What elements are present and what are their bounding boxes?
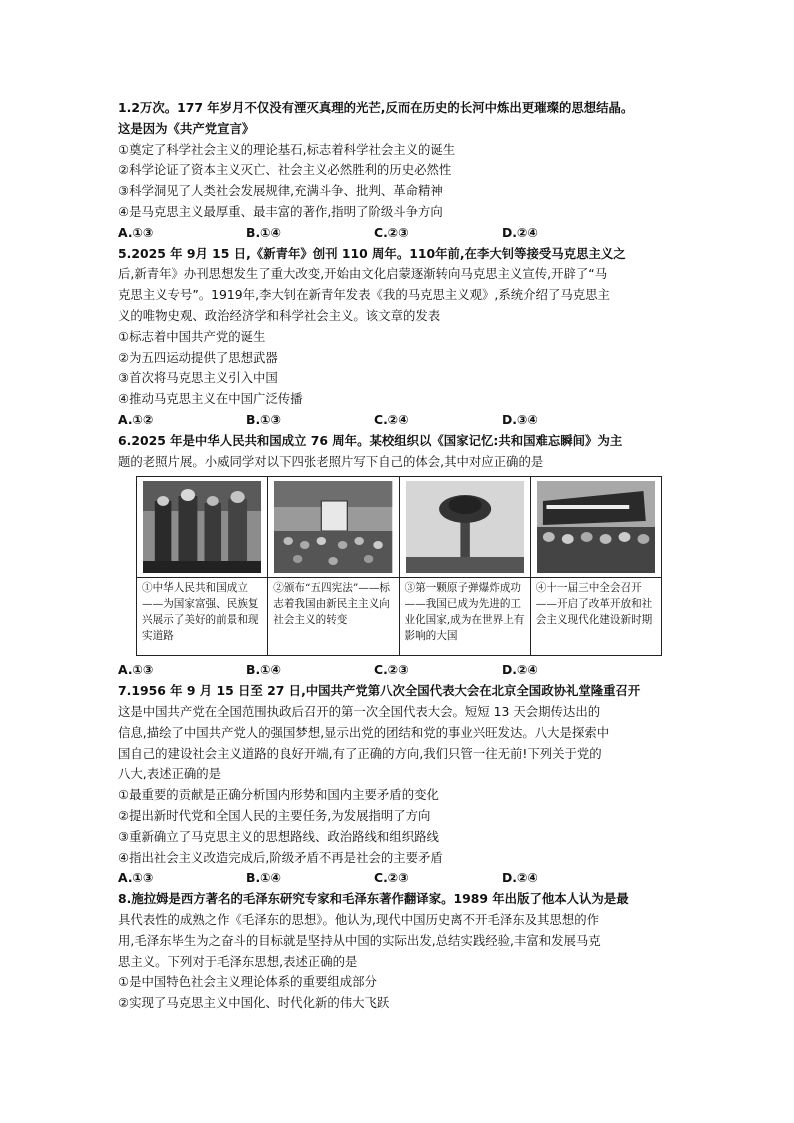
answer-options xyxy=(118,660,686,681)
option-b: B.①④ xyxy=(246,662,282,678)
question-6 xyxy=(118,431,686,681)
question-text: 这是中国共产党在全国范围执政后召开的第一次全国代表大会。短短 13 天会期传达出的 xyxy=(118,703,601,719)
question-text: 信息,描绘了中国共产党人的强国梦想,显示出党的团结和党的事业兴旺发达。八大是探索中 xyxy=(118,724,610,740)
question-5 xyxy=(118,244,686,431)
answer-options xyxy=(118,223,686,244)
answer-options xyxy=(118,410,686,431)
statement-4: ④指出社会主义改造完成后,阶级矛盾不再是社会的主要矛盾 xyxy=(118,849,443,865)
question-8 xyxy=(118,889,686,1014)
statement-1: ①最重要的贡献是正确分析国内形势和国内主要矛盾的变化 xyxy=(118,787,439,803)
option-a: A.①③ xyxy=(118,224,154,240)
statement-2: ②科学论证了资本主义灭亡、社会主义必然胜利的历史必然性 xyxy=(118,162,452,178)
question-text: 思主义。下列对于毛泽东思想,表述正确的是 xyxy=(118,953,358,969)
option-c: C.②③ xyxy=(374,224,409,240)
question-text: 后,新青年》办刊思想发生了重大改变,开始由文化启蒙逐渐转向马克思主义宣传,开辟了“马 xyxy=(118,266,608,282)
question-7 xyxy=(118,681,686,889)
option-a: A.①② xyxy=(118,411,154,427)
option-d: D.②④ xyxy=(502,224,538,240)
photo-caption-2: ②颁布“五四宪法”——标志着我国由新民主主义向社会主义的转变 xyxy=(268,577,398,631)
question-text: 7.1956 年 9 月 15 日至 27 日,中国共产党第八次全国代表大会在北京全国政协礼堂隆重召开 xyxy=(118,683,641,699)
question-text: 这是因为《共产党宣言》 xyxy=(118,120,255,136)
photo-cell-1 xyxy=(137,477,267,655)
question-text: 题的老照片展。小威同学对以下四张老照片写下自己的体会,其中对应正确的是 xyxy=(118,453,544,469)
question-text: 克思主义专号”。1919年,李大钊在新青年发表《我的马克思主义观》,系统介绍了马克思主 xyxy=(118,287,610,303)
question-text: 5.2025 年 9月 15 日,《新青年》创刊 110 周年。110年前,在李大钊等接受马克思主义之 xyxy=(118,245,626,261)
photo-cell-2 xyxy=(267,477,398,655)
statement-3: ③首次将马克思主义引入中国 xyxy=(118,370,278,386)
exam-page xyxy=(118,98,686,1014)
question-text: 具代表性的成熟之作《毛泽东的思想》。他认为,现代中国历史离不开毛泽东及其思想的作 xyxy=(118,911,599,927)
statement-4: ④推动马克思主义在中国广泛传播 xyxy=(118,391,303,407)
option-d: D.②④ xyxy=(502,662,538,678)
statement-4: ④是马克思主义最厚重、最丰富的著作,指明了阶级斗争方向 xyxy=(118,203,443,219)
photo-cell-3 xyxy=(399,477,530,655)
statement-3: ③科学洞见了人类社会发展规律,充满斗争、批判、革命精神 xyxy=(118,183,443,199)
photo-cell-4 xyxy=(530,477,661,655)
photo-atomic-bomb xyxy=(406,481,524,573)
answer-options xyxy=(118,868,686,889)
question-4 xyxy=(118,98,686,244)
question-text: 8.施拉姆是西方著名的毛泽东研究专家和毛泽东著作翻译家。1989 年出版了他本人认为是最 xyxy=(118,891,629,907)
option-c: C.②④ xyxy=(374,411,409,427)
option-a: A.①③ xyxy=(118,870,154,886)
photo-founding-ceremony xyxy=(143,481,261,573)
statement-2: ②为五四运动提供了思想武器 xyxy=(118,349,278,365)
photo-caption-4: ④十一届三中全会召开——开启了改革开放和社会主义现代化建设新时期 xyxy=(531,577,661,631)
option-b: B.①④ xyxy=(246,870,282,886)
statement-3: ③重新确立了马克思主义的思想路线、政治路线和组织路线 xyxy=(118,828,439,844)
option-d: D.②④ xyxy=(502,870,538,886)
question-text: 国自己的建设社会主义道路的良好开端,有了正确的方向,我们只管一往无前!下列关于党的 xyxy=(118,745,602,761)
option-d: D.③④ xyxy=(502,411,538,427)
question-text: 八大,表述正确的是 xyxy=(118,766,222,782)
statement-2: ②提出新时代党和全国人民的主要任务,为发展指明了方向 xyxy=(118,807,431,823)
photo-table xyxy=(136,476,662,656)
statement-1: ①是中国特色社会主义理论体系的重要组成部分 xyxy=(118,974,377,990)
question-text: 1.2万次。177 年岁月不仅没有湮灭真理的光芒,反而在历史的长河中炼出更璀璨的思想结晶。 xyxy=(118,100,634,115)
photo-caption-3: ③第一颗原子弹爆炸成功——我国已成为先进的工业化国家,成为在世界上有影响的大国 xyxy=(400,577,530,647)
option-c: C.②③ xyxy=(374,662,409,678)
option-b: B.①④ xyxy=(246,224,282,240)
question-text: 6.2025 年是中华人民共和国成立 76 周年。某校组织以《国家记忆:共和国难忘瞬间》为主 xyxy=(118,432,623,448)
photo-third-plenary xyxy=(537,481,655,573)
option-a: A.①③ xyxy=(118,662,154,678)
photo-caption-1: ①中华人民共和国成立——为国家富强、民族复兴展示了美好的前景和现实道路 xyxy=(137,577,267,647)
statement-1: ①标志着中国共产党的诞生 xyxy=(118,328,266,344)
statement-2: ②实现了马克思主义中国化、时代化新的伟大飞跃 xyxy=(118,995,390,1011)
question-text: 用,毛泽东毕生为之奋斗的目标就是坚持从中国的实际出发,总结实践经验,丰富和发展马克 xyxy=(118,932,601,948)
option-b: B.①③ xyxy=(246,411,282,427)
statement-1: ①奠定了科学社会主义的理论基石,标志着科学社会主义的诞生 xyxy=(118,141,456,157)
option-c: C.②③ xyxy=(374,870,409,886)
photo-constitution xyxy=(274,481,392,573)
question-text: 义的唯物史观、政治经济学和科学社会主义。该文章的发表 xyxy=(118,307,441,323)
